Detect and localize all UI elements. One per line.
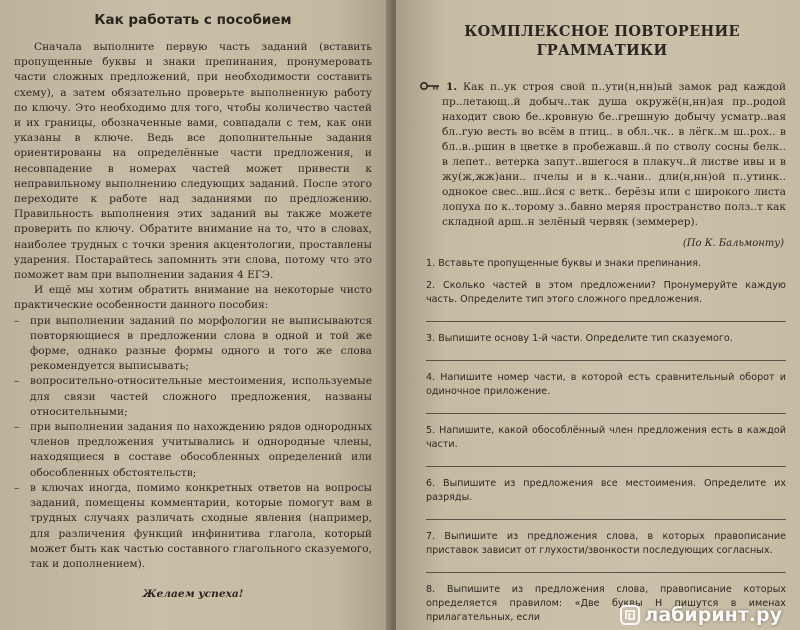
question-1: 1. Вставьте пропущенные буквы и знаки препинания. — [426, 258, 702, 269]
features-paragraph: И ещё мы хотим обратить внимание на некоторые чисто практические особенности данного пособия: — [14, 284, 372, 312]
question-4: 4. Напишите номер части, в которой есть сравнительный оборот и одиночное приложение. — [426, 372, 786, 397]
right-page-title — [418, 22, 786, 60]
question-5: 5. Напишите, какой обособлённый член предложения есть в каждой части. — [426, 425, 786, 450]
left-page-title: Как работать с пособием — [94, 12, 292, 28]
intro-paragraph: Сначала выполните первую часть заданий (вставить пропущенные буквы и знаки препинания, пронумеровать части сложных предложений, при необходимости составить схему), а затем обязательно проверьте выполненную работу по ключу. Это необходимо для того, чтобы количество частей и их границы, обозначенные вами, совпадали с тем, как они указаны в ключе. Ведь все дополнительные задания ориентированы на определённые части предложения, и несовпадение в номерах частей может привести к неправильному выполнению следующих заданий. После этого переходите к работе над заданиями по предложению. Правильность выполнения этих заданий вы также можете проверить по ключу. Обратите внимание на то, что в словах, наиболее трудных с точки зрения акцентологии, проставлены ударения. Постарайтесь запомнить эти слова, потому что это поможет вам при выполнении задания 4 ЕГЭ. — [14, 41, 372, 282]
answer-line[interactable] — [426, 466, 786, 467]
feature-text: при выполнении задания по нахождению рядов однородных членов предложения учитывались и однородные члены, находящиеся в составе обособленных определений или обособленных обстоятельств; — [30, 421, 372, 479]
feature-item — [14, 420, 372, 481]
dash-mark: – — [14, 314, 20, 327]
task-author: (По К. Бальмонту) — [682, 238, 784, 249]
dash-mark: – — [14, 481, 20, 494]
answer-line[interactable] — [426, 519, 786, 520]
feature-item — [14, 314, 372, 375]
watermark — [620, 604, 782, 626]
feature-item — [14, 481, 372, 572]
answer-line[interactable] — [426, 321, 786, 322]
question-8: 8. Выпишите из предложения слова, правописание которых определяется правилом: «Две буквы Н пишутся в именах прилагательных, ecли — [426, 584, 786, 623]
task-body: Как п..ук строя свой п..ути(н,нн)ый замок рад каждой пр..летающ..й добыч..так душа окружё(н,нн)ая пр..родой находит свою бе..кровную бе..грешную добычу усматр..вая бл..гую весть во всём в птиц.. в обл..чк.. в лёгк..м ш..рох.. в бл..в..ршин в цветке в пробежавш..й по стволу сосны белк.. в лепет.. ветерка запут..вшегося в плакуч..й листве ивы и в жу(ж,жж)ани.. пчелы и в к..чани.. дли(н,нн)ой п..утинк.. однокое свес..вш..йся с ветк.. берёзы или с широкого листа лопуха по к..торому з..бавно меряя пространство полз..т как складной арш..н зелёный червяк (земмерер). — [442, 81, 786, 228]
answer-line[interactable] — [426, 572, 786, 573]
question-6: 6. Выпишите из предложения все местоимения. Определите их разряды. — [426, 478, 786, 503]
feature-text: в ключах иногда, помимо конкретных ответов на вопросы заданий, помещены комментарии, которые помогут вам в трудных случаях различать сходные явления (например, для различения функций инфинитива глагола, который может быть как частью составного глагольного сказуемого, так и дополнением). — [30, 481, 372, 570]
task-number: 1. — [446, 81, 458, 93]
left-page — [0, 0, 392, 630]
features-list — [14, 314, 372, 572]
question-3: 3. Выпишите основу 1-й части. Определите тип сказуемого. — [426, 333, 733, 344]
title-line-1: КОМПЛЕКСНОЕ ПОВТОРЕНИЕ — [464, 23, 740, 40]
feature-item — [14, 374, 372, 420]
closing-wish: Желаем успеха! — [142, 588, 244, 601]
dash-mark: – — [14, 375, 20, 388]
answer-line[interactable] — [426, 413, 786, 414]
feature-text: при выполнении заданий по морфологии не выписываются повторяющиеся в предложении слова в одной и той же форме, однако разные формы одного и того же слова рекомендуется выписывать; — [30, 314, 372, 373]
task-sentence — [418, 80, 786, 230]
title-line-2: ГРАММАТИКИ — [536, 42, 668, 59]
feature-text: вопросительно-относительные местоимения, используемые для связи частей сложного предложения, названы относительными; — [30, 375, 372, 418]
question-7: 7. Выпишите из предложения слова, в которых правописание приставок зависит от глухости/звонкости последующих согласных. — [426, 531, 786, 556]
answer-line[interactable] — [426, 360, 786, 361]
key-icon — [420, 81, 440, 91]
dash-mark: – — [14, 421, 20, 434]
labyrinth-logo-icon — [620, 605, 640, 625]
question-2: 2. Сколько частей в этом предложении? Пронумеруйте каждую часть. Определите тип этого сложного предложения. — [426, 280, 786, 305]
watermark-text: лабиринт.ру — [644, 604, 782, 626]
right-page — [396, 0, 800, 630]
